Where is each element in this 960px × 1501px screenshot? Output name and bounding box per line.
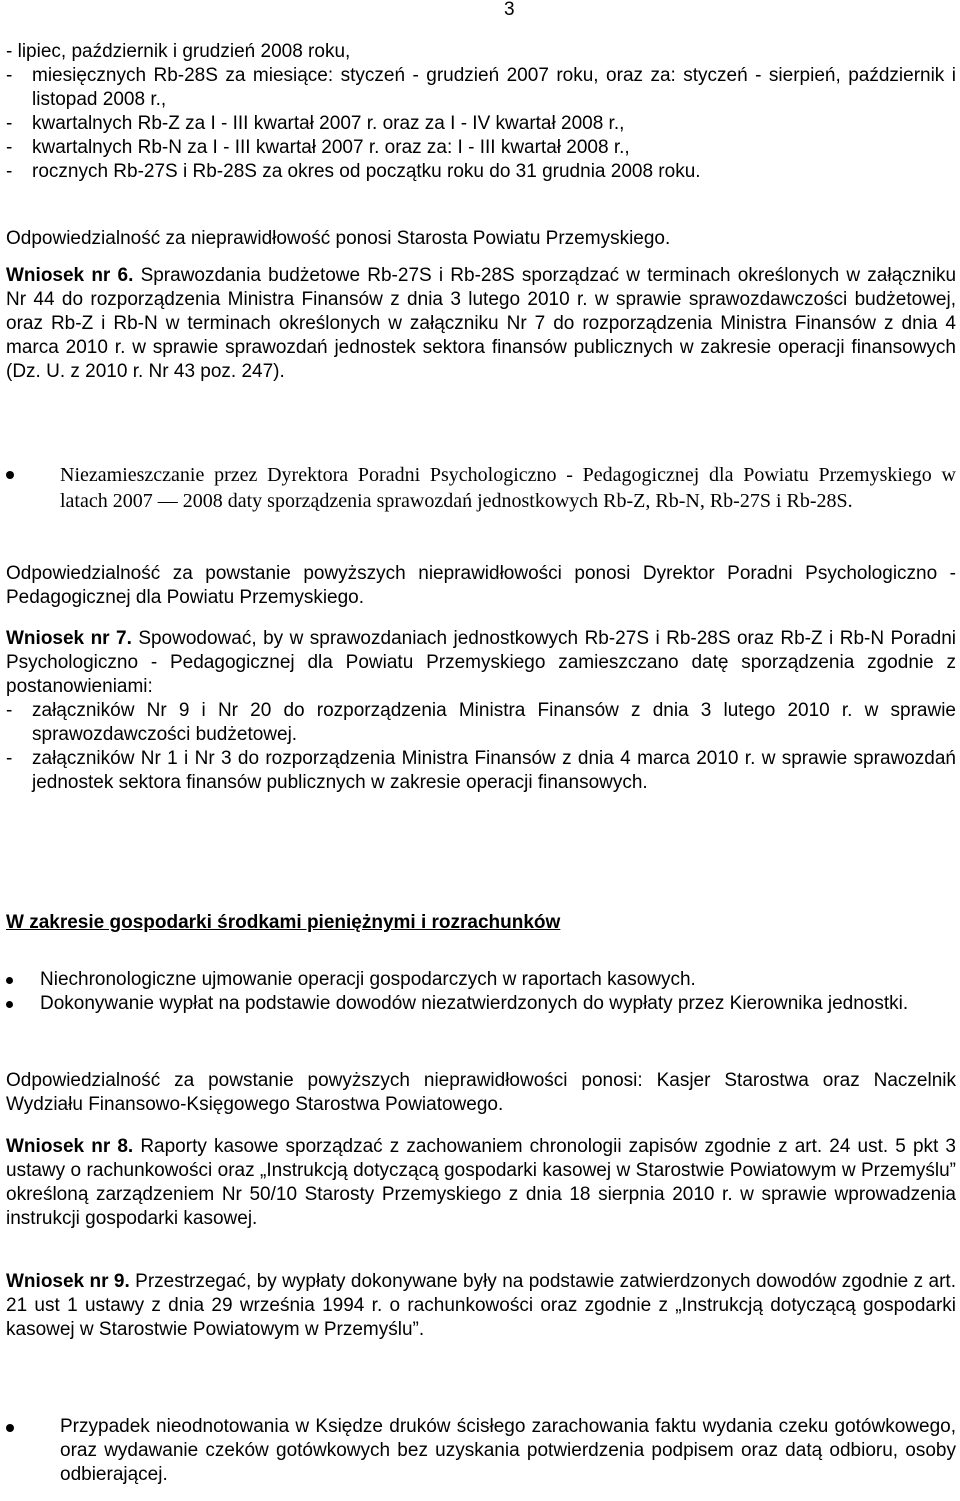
section-heading: W zakresie gospodarki środkami pieniężnymi i rozrachunków [6, 912, 561, 933]
list-item: Dokonywanie wypłat na podstawie dowodów niezatwierdzonych do wypłaty przez Kierownika jednostki. [6, 992, 956, 1016]
list-item: - kwartalnych Rb-Z za I - III kwartał 2007 r. oraz za I - IV kwartał 2008 r., [6, 113, 625, 134]
bullet-icon [6, 471, 14, 479]
reporting-periods-list [6, 40, 956, 184]
bullet-icon [6, 1001, 13, 1008]
conclusion-9: Wniosek nr 9. Przestrzegać, by wypłaty dokonywane były na podstawie zatwierdzonych dowodów zgodnie z art. 21 ust 1 ustawy z dnia 29 września 1994 r. o rachunkowości oraz zgodnie z „Instrukcją dotyczącą gospodarki kasowej w Starostwie Powiatowym w Przemyślu”. [6, 1271, 956, 1340]
conclusion-label: Wniosek nr 6. [6, 265, 134, 286]
list-item: - załączników Nr 9 i Nr 20 do rozporządzenia Ministra Finansów z dnia 3 lutego 2010 r. w sprawie sprawozdawczości budżetowej. [6, 700, 956, 745]
list-item: Niechronologiczne ujmowanie operacji gospodarczych w raportach kasowych. [6, 968, 956, 992]
conclusion-8: Wniosek nr 8. Raporty kasowe sporządzać z zachowaniem chronologii zapisów zgodnie z art. 24 ust. 5 pkt 3 ustawy o rachunkowości oraz „Instrukcją dotyczącą gospodarki kasowej w Starostwie Powiatowym w Przemyślu” określoną zarządzeniem Nr 50/10 Starosty Przemyskiego z dnia 18 sierpnia 2010 r. w sprawie wprowadzenia instrukcji gospodarki kasowej. [6, 1136, 956, 1229]
list-item: Przypadek nieodnotowania w Księdze druków ścisłego zarachowania faktu wydania czeku gotówkowego, oraz wydawanie czeków gotówkowych bez uzyskania potwierdzenia podpisem oraz datą odbioru, osoby odbierającej. [6, 1415, 956, 1487]
bullet-icon [6, 1424, 14, 1432]
conclusion-label: Wniosek nr 7. [6, 628, 132, 649]
conclusion-label: Wniosek nr 8. [6, 1136, 134, 1157]
conclusion-7: Wniosek nr 7. Spowodować, by w sprawozdaniach jednostkowych Rb-27S i Rb-28S oraz Rb-Z i Rb-N Poradni Psychologiczno - Pedagogicznej dla Powiatu Przemyskiego zamieszczano datę sporządzenia zgodnie z postanowieniami: - załączników Nr 9 i Nr 20 do rozporządzenia Ministra Finansów z dnia 3 lutego 2010 r. w sprawie sprawozdawczości budżetowej. - załączników Nr 1 i Nr 3 do rozporządzenia Ministra Finansów z dnia 4 marca 2010 r. w sprawie sprawozdań jednostek sektora finansów publicznych w zakresie operacji finansowych. [6, 628, 956, 793]
list-item: - załączników Nr 1 i Nr 3 do rozporządzenia Ministra Finansów z dnia 4 marca 2010 r. w sprawie sprawozdań jednostek sektora finansów publicznych w zakresie operacji finansowych. [6, 748, 956, 793]
findings-list [6, 968, 956, 1016]
conclusion-6: Wniosek nr 6. Sprawozdania budżetowe Rb-27S i Rb-28S sporządzać w terminach określonych w załączniku Nr 44 do rozporządzenia Ministra Finansów z dnia 3 lutego 2010 r. w sprawie sprawozdawczości budżetowej, oraz Rb-Z i Rb-N w terminach określonych w załączniku Nr 7 do rozporządzenia Ministra Finansów z dnia 4 marca 2010 r. w sprawie sprawozdań jednostek sektora finansów publicznych w zakresie operacji finansowych (Dz. U. z 2010 r. Nr 43 poz. 247). [6, 265, 957, 382]
list-line: - lipiec, październik i grudzień 2008 roku, [6, 41, 351, 62]
conclusion-label: Wniosek nr 9. [6, 1271, 130, 1292]
finding-bullet [6, 462, 956, 514]
responsibility-paragraph: Odpowiedzialność za powstanie powyższych nieprawidłowości ponosi Dyrektor Poradni Psychologiczno - Pedagogicznej dla Powiatu Przemyskiego. [6, 563, 956, 608]
list-item: - miesięcznych Rb-28S za miesiące: styczeń - grudzień 2007 roku, oraz za: styczeń - sierpień, październik i listopad 2008 r., [6, 65, 956, 110]
list-item: - rocznych Rb-27S i Rb-28S za okres od początku roku do 31 grudnia 2008 roku. [6, 161, 701, 182]
finding-bullet [6, 1415, 956, 1487]
responsibility-paragraph: Odpowiedzialność za powstanie powyższych nieprawidłowości ponosi: Kasjer Starostwa oraz Naczelnik Wydziału Finansowo-Księgowego Starostwa Powiatowego. [6, 1070, 956, 1115]
bullet-icon [6, 977, 13, 984]
list-item: Niezamieszczanie przez Dyrektora Poradni Psychologiczno - Pedagogicznej dla Powiatu Przemyskiego w latach 2007 — 2008 daty sporządzenia sprawozdań jednostkowych Rb-Z, Rb-N, Rb-27S i Rb-28S. [6, 462, 956, 514]
responsibility-paragraph: Odpowiedzialność za nieprawidłowość ponosi Starosta Powiatu Przemyskiego. [6, 228, 671, 249]
list-item: - kwartalnych Rb-N za I - III kwartał 2007 r. oraz za: I - III kwartał 2008 r., [6, 137, 630, 158]
page-number: 3 [504, 0, 515, 20]
